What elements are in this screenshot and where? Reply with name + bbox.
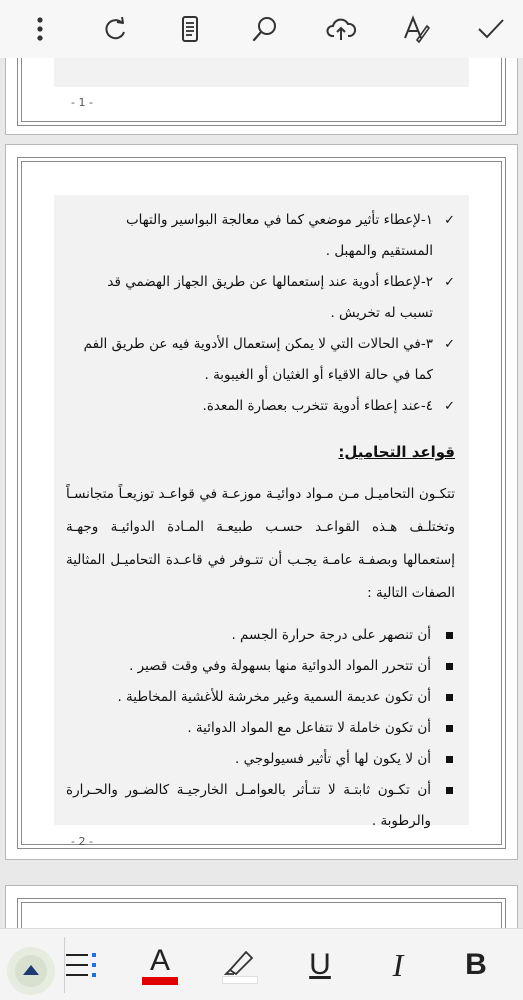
bullet-item: أن تكون خاملة لا تتفاعل مع المواد الدوائية .: [66, 713, 455, 744]
document-page-3: [5, 885, 518, 928]
bullet-icon: [446, 694, 453, 701]
page-number: - 1 -: [71, 96, 93, 109]
bullet-icon: [446, 663, 453, 670]
body-paragraph: تتكـون التحاميـل مـن مـواد دوائيـة موزعـة في قواعـد توزيعـاً متجانسـاً وتختلـف هـذه القواعـد حسـب طبيعـة المـادة الدوائيـة وجهـة إستعمالها وبصفـة عامـة يجـب أن تتـوفر في قاعـدة التحاميـل المثالية الصفات التالية :: [66, 486, 455, 601]
check-mark-icon: ✓: [444, 275, 455, 290]
check-item: ✓ ٣-في الحالات التي لا يمكن إستعمال الأدوية فيه عن طريق الفم كما في حالة الاقياء أو الغثيان أو الغيبوبة .: [66, 329, 455, 391]
check-mark-icon: ✓: [444, 337, 455, 352]
bold-icon: B: [465, 948, 487, 981]
font-color-icon: A: [149, 944, 170, 977]
bullet-icon: [446, 756, 453, 763]
font-color-swatch: [142, 977, 178, 985]
document-page-1: [5, 58, 518, 135]
top-toolbar: [0, 0, 523, 58]
cloud-upload-icon[interactable]: [323, 11, 359, 47]
redo-icon[interactable]: [97, 11, 133, 47]
page-number: - 2 -: [71, 835, 93, 848]
document-canvas[interactable]: [0, 58, 523, 928]
underline-icon: U: [309, 948, 331, 981]
page-body: [66, 205, 455, 837]
checkmark-icon[interactable]: [473, 11, 509, 47]
more-icon[interactable]: [22, 11, 58, 47]
underline-button[interactable]: [296, 941, 344, 989]
bullet-item: أن تتحرر المواد الدوائية منها بسهولة وفي وقت قصير .: [66, 651, 455, 682]
check-mark-icon: ✓: [444, 399, 455, 414]
section-heading: قواعد التحاميل:: [338, 443, 455, 461]
expand-up-icon[interactable]: [0, 929, 62, 1000]
bullet-item: أن لا يكون لها أي تأثير فسيولوجي .: [66, 744, 455, 775]
bullet-item: أن تنصهر على درجة حرارة الجسم .: [66, 620, 455, 651]
bold-button[interactable]: [452, 941, 500, 989]
font-color-button[interactable]: [136, 941, 184, 989]
check-item: ✓ ٢-لإعطاء أدوية عند إستعمالها عن طريق الجهاز الهضمي قد تسبب له تخريش .: [66, 267, 455, 329]
bullet-item: أن تكـون ثابتـة لا تتـأثر بالعوامـل الخارجيـة كالضـور والحـرارة والرطوبة .: [66, 775, 455, 837]
document-page-2: [5, 144, 518, 860]
list-format-icon[interactable]: [56, 941, 104, 989]
bullet-item: أن تكون عديمة السمية وغير مخرشة للأغشية المخاطية .: [66, 682, 455, 713]
edit-pen-icon[interactable]: [398, 11, 434, 47]
format-toolbar: [0, 928, 523, 1000]
italic-button[interactable]: [374, 941, 422, 989]
highlighter-icon: [220, 946, 260, 976]
bullet-icon: [446, 632, 453, 639]
italic-icon: I: [392, 946, 404, 983]
check-item: ✓ ١-لإعطاء تأثير موضعي كما في معالجة البواسير والتهاب المستقيم والمهبل .: [66, 205, 455, 267]
reading-mode-icon[interactable]: [172, 11, 208, 47]
check-item: ✓ ٤-عند إعطاء أدوية تتخرب بعصارة المعدة.: [66, 391, 455, 422]
check-mark-icon: ✓: [444, 213, 455, 228]
search-icon[interactable]: [247, 11, 283, 47]
bullet-icon: [446, 787, 453, 794]
highlighter-button[interactable]: [216, 941, 264, 989]
bullet-icon: [446, 725, 453, 732]
